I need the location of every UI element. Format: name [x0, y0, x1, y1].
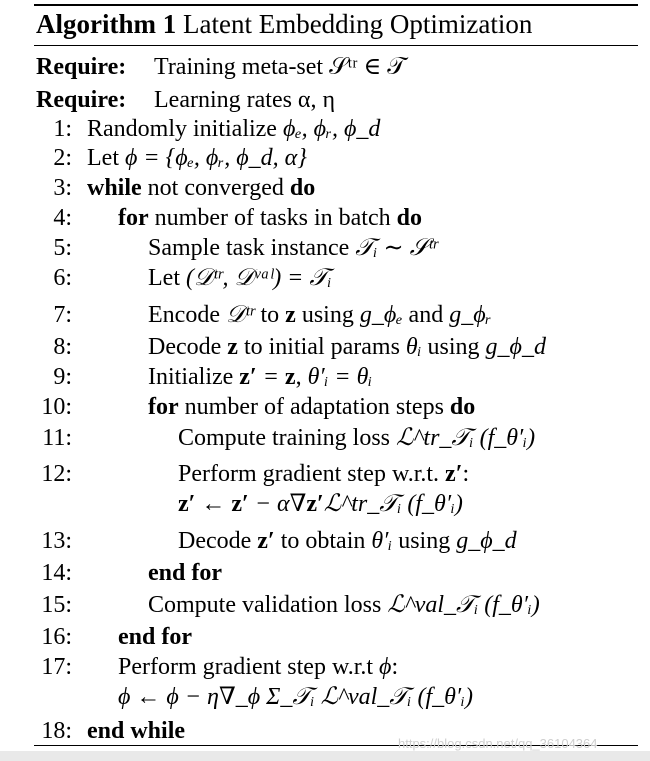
- text: :: [462, 461, 470, 487]
- math: =: [256, 364, 285, 390]
- step-text: [118, 622, 192, 652]
- bold-symbol: z′: [239, 364, 257, 390]
- require-keyword: Require:: [36, 54, 127, 80]
- text: ,: [295, 364, 308, 390]
- text: using: [392, 528, 457, 554]
- text: Let: [87, 145, 125, 171]
- keyword: do: [289, 175, 316, 201]
- step-text: [148, 263, 332, 293]
- step-number: 7:: [53, 302, 72, 328]
- step-text: [178, 489, 463, 519]
- text: to: [254, 302, 286, 328]
- math: ϕ ← ϕ − η∇_ϕ Σ_𝒯ᵢ ℒ^val_𝒯ᵢ (f_θ′ᵢ): [118, 684, 473, 710]
- step-text: [118, 203, 422, 233]
- step-number: 14:: [41, 560, 72, 586]
- step-number: 6:: [53, 265, 72, 291]
- bold-symbol: z′: [306, 491, 324, 517]
- text: to initial params: [237, 334, 406, 360]
- algorithm-label: Algorithm 1: [36, 9, 177, 39]
- step-number: 8:: [53, 334, 72, 360]
- bold-symbol: z: [284, 364, 296, 390]
- math: g_ϕ_d: [485, 334, 546, 360]
- math: (𝒟ᵗʳ, 𝒟ᵛᵃˡ) = 𝒯ᵢ: [185, 265, 332, 291]
- math: ←: [195, 491, 232, 517]
- text: Decode: [148, 334, 228, 360]
- algorithm-name: Latent Embedding Optimization: [182, 9, 533, 39]
- text: Perform gradient step w.r.t.: [178, 461, 446, 487]
- step-number: 2:: [53, 145, 72, 171]
- text: and: [402, 302, 450, 328]
- keyword: end while: [87, 718, 186, 744]
- step-text: [118, 652, 398, 682]
- math: g_ϕᵣ: [449, 302, 492, 328]
- math: ϕ = {ϕₑ, ϕᵣ, ϕ_d, α}: [124, 145, 307, 171]
- step-number: 17:: [41, 654, 72, 680]
- step-number: 13:: [41, 528, 72, 554]
- step-number: 15:: [41, 592, 72, 618]
- math: θ′ᵢ: [371, 528, 393, 554]
- text: to obtain: [274, 528, 372, 554]
- math: ℒ^tr_𝒯ᵢ (f_θ′ᵢ): [396, 425, 536, 451]
- text: number of tasks in batch: [148, 205, 397, 231]
- text: :: [391, 654, 399, 680]
- require-text: Training meta-set 𝒮ᵗʳ ∈ 𝒯: [154, 54, 406, 80]
- step-number: 18:: [41, 718, 72, 744]
- math: θ′ᵢ = θᵢ: [307, 364, 373, 390]
- step-text: [178, 423, 535, 453]
- text: Initialize: [148, 364, 240, 390]
- text: Compute validation loss: [148, 592, 388, 618]
- step-text: [87, 114, 380, 144]
- step-number: 16:: [41, 624, 72, 650]
- step-number: 4:: [53, 205, 72, 231]
- step-text: [148, 558, 222, 588]
- keyword: while: [87, 175, 142, 201]
- step-number: 12:: [41, 461, 72, 487]
- algorithm-title: [36, 7, 532, 41]
- text: Perform gradient step w.r.t: [118, 654, 380, 680]
- bold-symbol: z: [227, 334, 238, 360]
- step-text: [87, 173, 315, 203]
- step-text: [118, 682, 473, 712]
- keyword: do: [449, 394, 476, 420]
- bold-symbol: z′: [257, 528, 275, 554]
- math: θᵢ: [405, 334, 422, 360]
- text: Compute training loss: [178, 425, 396, 451]
- text: not converged: [141, 175, 290, 201]
- math: − α∇: [248, 491, 307, 517]
- watermark: https://blog.csdn.net/qq_36104364: [398, 736, 598, 751]
- bottom-strip: [0, 751, 650, 761]
- bold-symbol: z′: [231, 491, 249, 517]
- step-text: [87, 716, 185, 746]
- step-text: [148, 300, 492, 330]
- step-text: [148, 392, 475, 422]
- step-number: 11:: [42, 425, 72, 451]
- step-number: 10:: [41, 394, 72, 420]
- step-number: 3:: [53, 175, 72, 201]
- step-text: [178, 459, 469, 489]
- require-keyword: Require:: [36, 87, 127, 113]
- math: ϕₑ, ϕᵣ, ϕ_d: [282, 116, 381, 142]
- keyword: for: [148, 394, 179, 420]
- step-text: [148, 233, 438, 263]
- math: ℒ^val_𝒯ᵢ (f_θ′ᵢ): [387, 592, 540, 618]
- title-rule: [34, 45, 638, 46]
- text: Randomly initialize: [87, 116, 283, 142]
- step-number: 9:: [53, 364, 72, 390]
- math: ϕ: [379, 654, 392, 680]
- bold-symbol: z′: [178, 491, 196, 517]
- math: g_ϕ_d: [456, 528, 517, 554]
- step-number: 1:: [53, 116, 72, 142]
- keyword: for: [118, 205, 149, 231]
- step-text: [148, 332, 546, 362]
- text: Encode: [148, 302, 226, 328]
- text: number of adaptation steps: [178, 394, 450, 420]
- require-text: Learning rates α, η: [154, 87, 336, 113]
- keyword: end for: [118, 624, 192, 650]
- step-number: 5:: [53, 235, 72, 261]
- text: Let: [148, 265, 186, 291]
- keyword: end for: [148, 560, 222, 586]
- keyword: do: [396, 205, 422, 231]
- text: using: [295, 302, 360, 328]
- math: 𝒯ᵢ ∼ 𝒮ᵗʳ: [355, 235, 438, 261]
- math: ℒ^tr_𝒯ᵢ (f_θ′ᵢ): [323, 491, 463, 517]
- bold-symbol: z′: [445, 461, 463, 487]
- text: Decode: [178, 528, 258, 554]
- bold-symbol: z: [285, 302, 296, 328]
- text: Sample task instance: [148, 235, 356, 261]
- step-text: [148, 362, 372, 392]
- step-text: [87, 143, 307, 173]
- math: 𝒟ᵗʳ: [225, 302, 255, 328]
- text: using: [421, 334, 486, 360]
- math: g_ϕₑ: [359, 302, 403, 328]
- step-text: [148, 590, 540, 620]
- step-text: [178, 526, 517, 556]
- top-rule: [34, 4, 638, 6]
